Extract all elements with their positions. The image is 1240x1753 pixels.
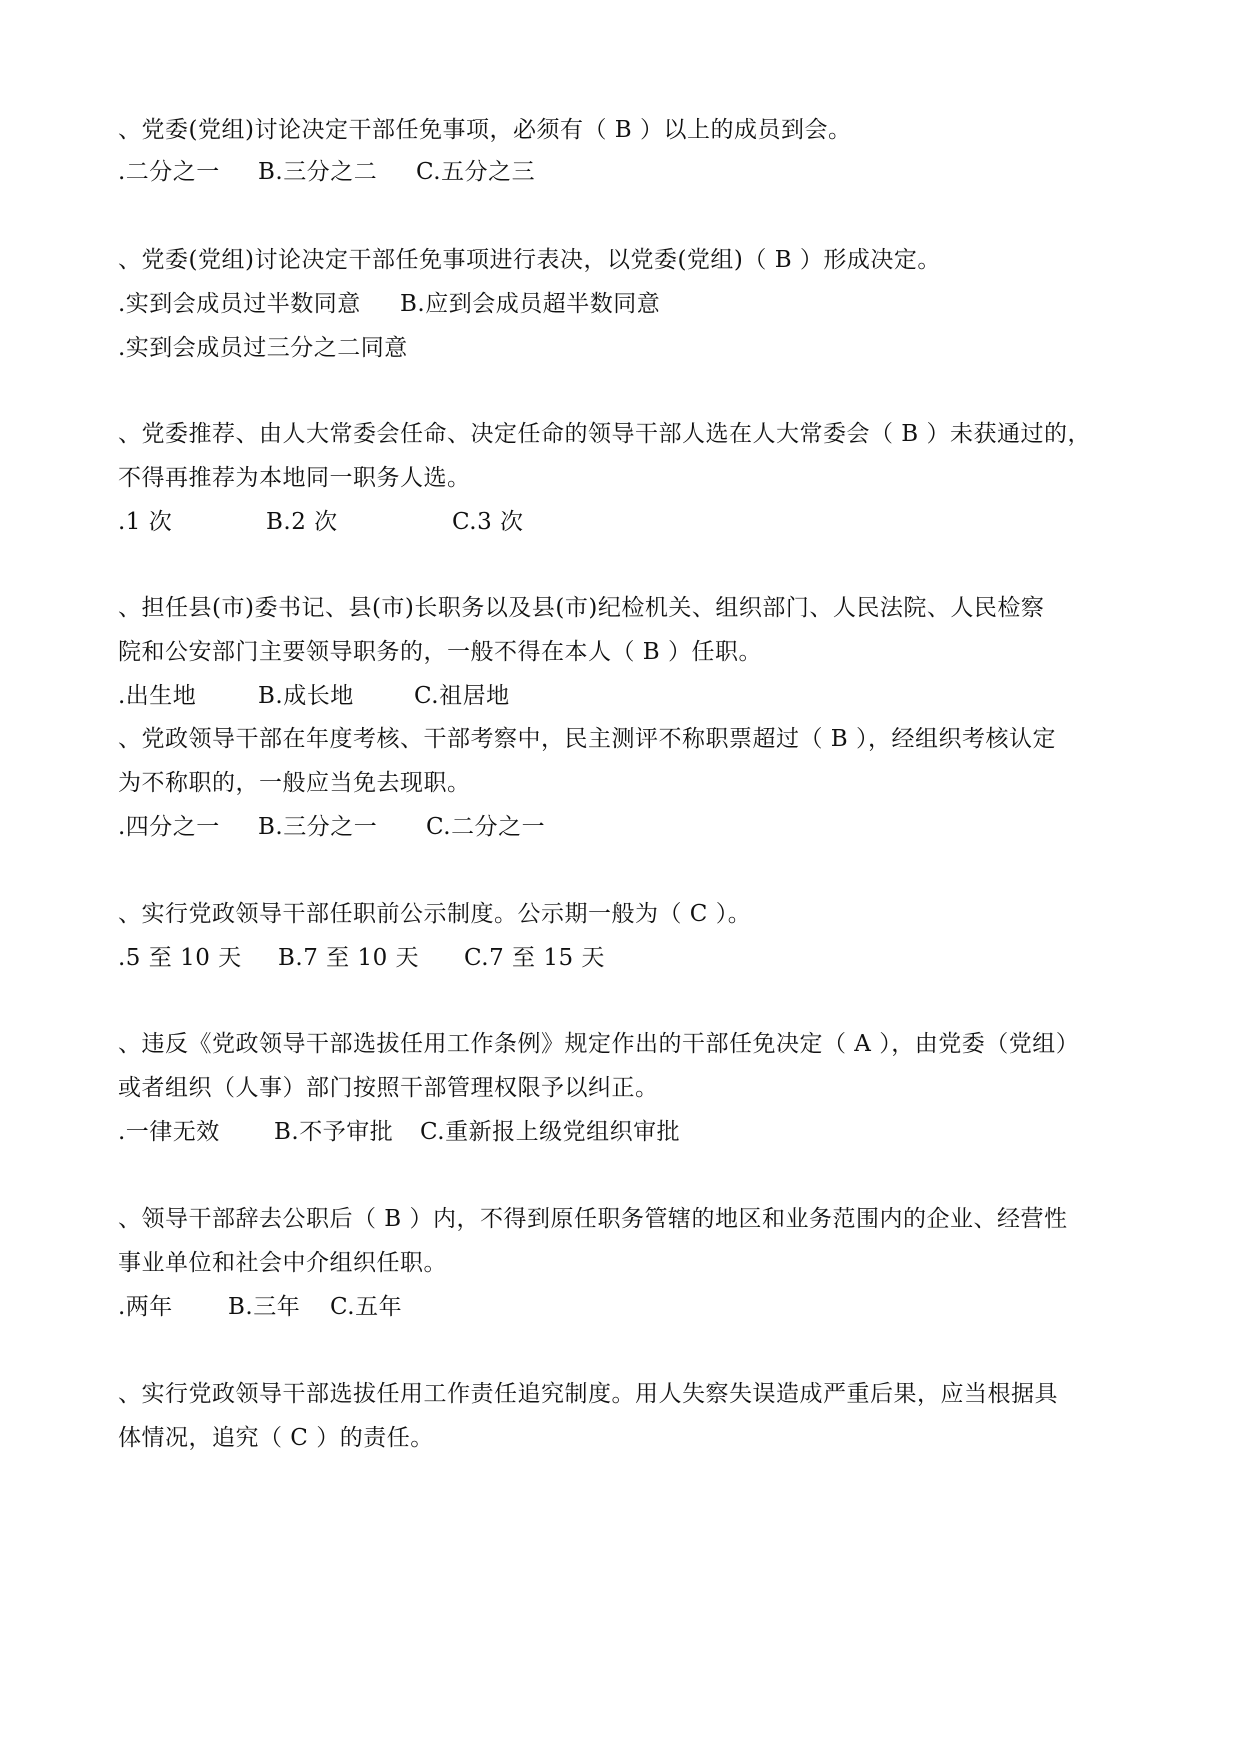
option-b: B.三分之二 [258, 159, 378, 185]
option-b: B.不予审批 [274, 1119, 394, 1145]
question-4-stem-line-2: 院和公安部门主要领导职务的，一般不得在本人（ B ）任职。 [118, 639, 763, 665]
question-4-stem-line-1: 、担任县(市)委书记、县(市)长职务以及县(市)纪检机关、组织部门、人民法院、人民检察 [118, 595, 1045, 621]
option-c: C.五年 [330, 1294, 403, 1320]
option-a: .四分之一 [118, 814, 220, 840]
option-c: .实到会成员过三分之二同意 [118, 335, 408, 361]
question-5-stem-line-2: 为不称职的，一般应当免去现职。 [118, 770, 471, 796]
option-b: B.三分之一 [258, 814, 378, 840]
question-4-options [118, 680, 1128, 712]
question-8-stem-line-1: 、领导干部辞去公职后（ B ）内，不得到原任职务管辖的地区和业务范围内的企业、经营性 [118, 1206, 1068, 1232]
question-7-stem-line-1: 、违反《党政领导干部选拔任用工作条例》规定作出的干部任免决定（ A ），由党委（党组） [118, 1031, 1080, 1057]
question-6-stem: 、实行党政领导干部任职前公示制度。公示期一般为（ C ）。 [118, 901, 752, 927]
option-c: C.二分之一 [426, 814, 546, 840]
question-9-stem-line-1: 、实行党政领导干部选拔任用工作责任追究制度。用人失察失误造成严重后果，应当根据具 [118, 1381, 1058, 1407]
question-2-stem: 、党委(党组)讨论决定干部任免事项进行表决，以党委(党组)（ B ）形成决定。 [118, 247, 941, 273]
question-1-stem: 、党委(党组)讨论决定干部任免事项，必须有（ B ）以上的成员到会。 [118, 117, 852, 143]
question-3-stem-line-1: 、党委推荐、由人大常委会任命、决定任命的领导干部人选在人大常委会（ B ）未获通过的， [118, 421, 1092, 447]
option-c: C.五分之三 [416, 159, 536, 185]
option-c: C.3 次 [452, 509, 524, 535]
option-c: C.7 至 15 天 [464, 945, 605, 971]
option-a: .一律无效 [118, 1119, 220, 1145]
option-b: B.7 至 10 天 [278, 945, 420, 971]
option-a: .1 次 [118, 509, 173, 535]
option-b: B.应到会成员超半数同意 [400, 291, 661, 317]
option-a: .两年 [118, 1294, 173, 1320]
option-a: .5 至 10 天 [118, 945, 242, 971]
question-2-options-row-2 [118, 332, 1128, 364]
question-3-options [118, 506, 1128, 538]
question-7-stem-line-2: 或者组织（人事）部门按照干部管理权限予以纠正。 [118, 1075, 659, 1101]
option-a: .实到会成员过半数同意 [118, 291, 361, 317]
option-b: B.2 次 [266, 509, 338, 535]
question-8-stem-line-2: 事业单位和社会中介组织任职。 [118, 1250, 447, 1276]
question-1-options [118, 156, 1128, 188]
question-3-stem-line-2: 不得再推荐为本地同一职务人选。 [118, 465, 471, 491]
option-b: B.成长地 [258, 683, 354, 709]
question-8-options [118, 1291, 1128, 1323]
question-6-options [118, 942, 1128, 974]
question-5-stem-line-1: 、党政领导干部在年度考核、干部考察中，民主测评不称职票超过（ B ），经组织考核认定 [118, 726, 1057, 752]
option-b: B.三年 [228, 1294, 301, 1320]
option-a: .二分之一 [118, 159, 220, 185]
option-c: C.祖居地 [414, 683, 510, 709]
option-c: C.重新报上级党组织审批 [420, 1119, 681, 1145]
question-7-options [118, 1116, 1128, 1148]
option-a: .出生地 [118, 683, 197, 709]
question-2-options-row-1 [118, 288, 1128, 320]
question-9-stem-line-2: 体情况，追究（ C ）的责任。 [118, 1425, 434, 1451]
question-5-options [118, 811, 1128, 843]
